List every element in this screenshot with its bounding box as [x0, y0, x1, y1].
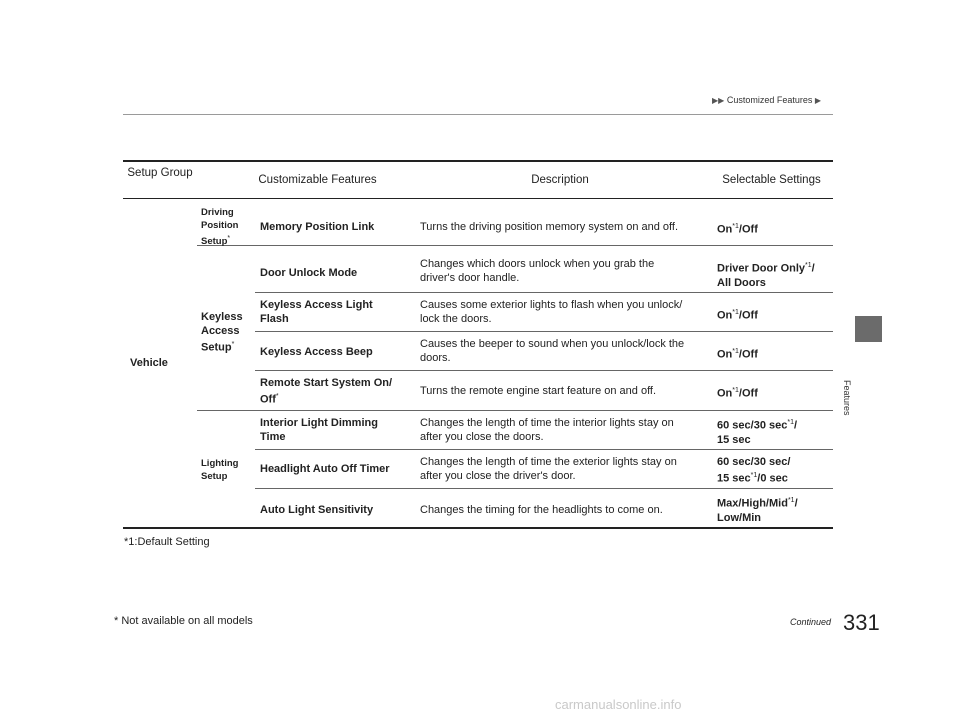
header-setup-group: Setup Group [127, 167, 193, 179]
header-customizable-features: Customizable Features [258, 174, 377, 186]
header-rule [123, 114, 833, 115]
settings: On$^{*1}$/Off [717, 223, 758, 236]
description: Changes the timing for the headlights to come on. [420, 504, 663, 516]
feature-keyless-access-beep: Keyless Access Beep [260, 346, 373, 358]
header-rule-bottom [123, 198, 833, 199]
table-bottom-rule [123, 527, 833, 529]
description: Changes the length of time the exterior lights stay on after you close the driver's door. [420, 456, 677, 482]
settings: On$^{*1}$/Off [717, 309, 758, 322]
settings: 60 sec/30 sec/ 15 $\sec^{*1}/0$ sec [717, 456, 791, 485]
settings: Max/High/Mid$^{*1}$/ Low/Min [717, 497, 798, 524]
feature-auto-light-sensitivity: Auto Light Sensitivity [260, 504, 374, 516]
side-label: Features [842, 380, 852, 416]
description: Turns the driving position memory system on and off. [420, 221, 679, 233]
row-divider [255, 292, 833, 293]
feature-keyless-access-light-flash: Keyless Access Light Flash [260, 299, 373, 325]
triangle-icon: ▶▶ [712, 96, 725, 105]
row-divider [255, 449, 833, 450]
description: Causes the beeper to sound when you unlock/lock the doors. [420, 338, 685, 364]
subgroup-driving-position: Driving Position Setup* [201, 207, 239, 248]
subgroup-keyless-access: Keyless Access Setup* [201, 311, 243, 354]
row-divider [255, 370, 833, 371]
continued-label: Continued [790, 617, 832, 627]
description: Turns the remote engine start feature on and off. [420, 385, 657, 397]
row-divider [197, 245, 833, 246]
page-number: 331 [843, 610, 880, 635]
row-divider [255, 488, 833, 489]
breadcrumb: ▶▶ Customized Features ▶ [712, 95, 822, 105]
row-divider [255, 331, 833, 332]
feature-door-unlock-mode: Door Unlock Mode [260, 267, 358, 279]
settings: On$^{*1}$/Off [717, 348, 758, 361]
group-vehicle: Vehicle [130, 357, 168, 369]
feature-headlight-auto-off-timer: Headlight Auto Off Timer [260, 463, 390, 475]
description: Causes some exterior lights to flash when you unlock/ lock the doors. [420, 299, 683, 325]
feature-interior-light-dimming-time: Interior Light Dimming Time [260, 417, 378, 443]
availability-note: * Not available on all models [114, 615, 253, 627]
row-divider [197, 410, 833, 411]
section-tab [855, 316, 882, 342]
description: Changes the length of time the interior lights stay on after you close the doors. [420, 417, 674, 443]
triangle-icon: ▶ [814, 96, 822, 105]
settings: Driver Door Only$^{*1}$/ All Doors [717, 262, 815, 289]
feature-memory-position-link: Memory Position Link [260, 221, 375, 233]
description: Changes which doors unlock when you grab the driver's door handle. [420, 258, 655, 284]
default-setting-note: *1:Default Setting [124, 536, 210, 548]
feature-remote-start-system: Remote Start System On/ Off* [260, 377, 393, 406]
settings: 60 sec/30 $\sec^{*1}/$ 15 sec [717, 419, 798, 446]
subgroup-lighting: Lighting Setup [201, 458, 239, 482]
header-selectable-settings: Selectable Settings [722, 174, 821, 186]
settings: On$^{*1}$/Off [717, 387, 758, 400]
header-description: Description [531, 174, 589, 186]
table-top-rule [123, 160, 833, 162]
watermark: carmanualsonline.info [555, 697, 682, 712]
